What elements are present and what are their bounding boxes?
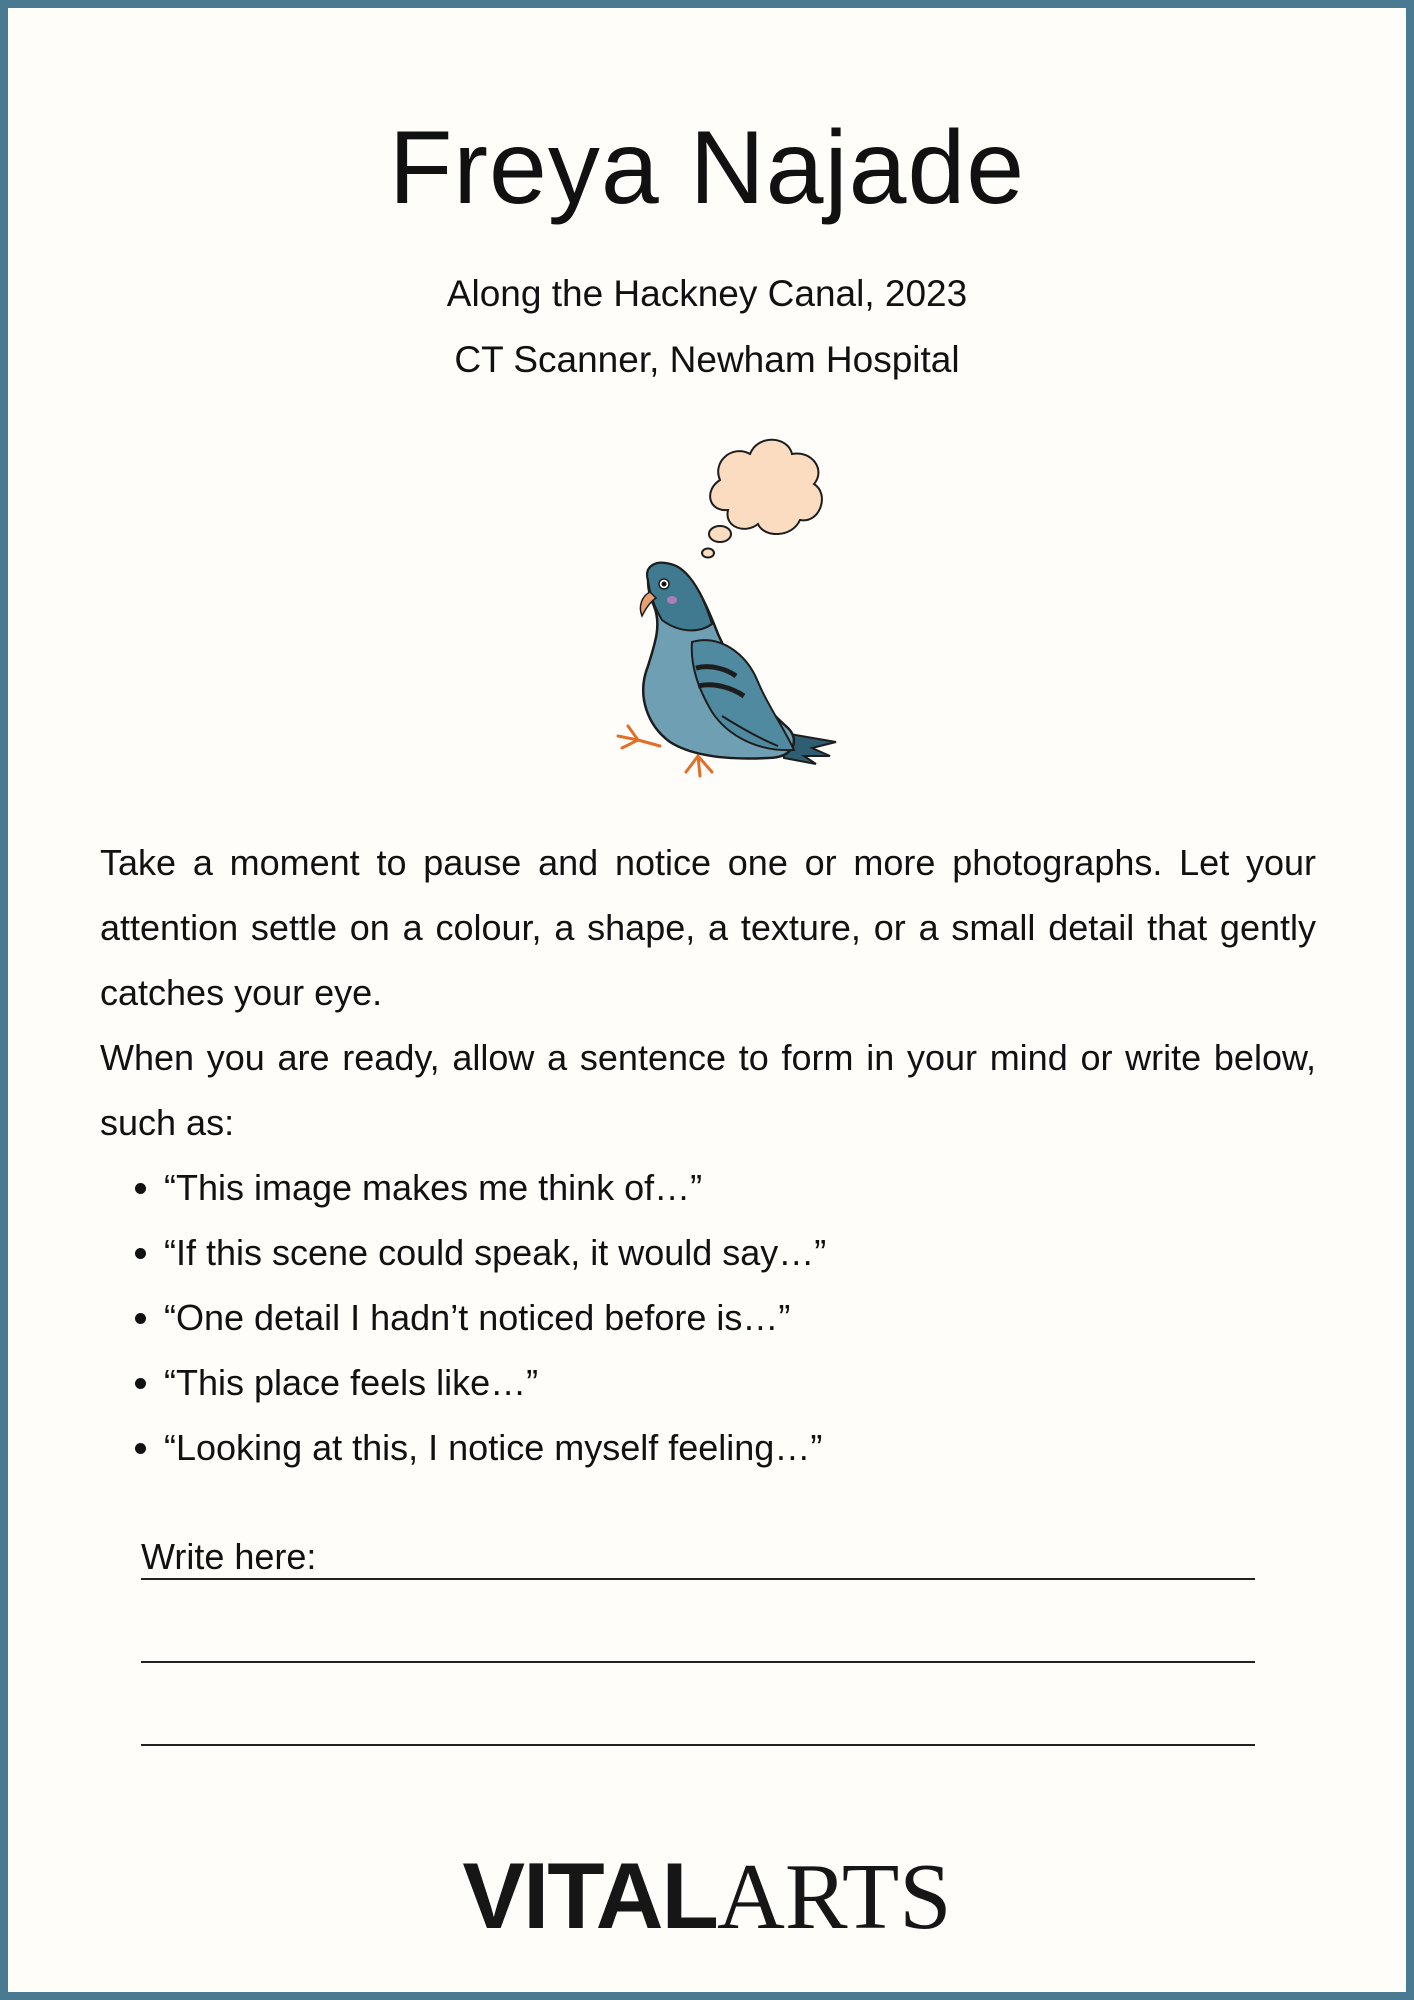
prompt-intro-paragraph: When you are ready, allow a sentence to form in your mind or write below, such as:: [100, 1037, 1316, 1143]
worksheet-page: [8, 8, 1406, 1992]
prompt-list: [100, 1155, 1316, 1480]
pigeon-thought-bubble-icon: [608, 420, 848, 790]
intro-paragraph: Take a moment to pause and notice one or more photographs. Let your attention settle on a colour, a shape, a texture, or a small detail that gently catches your eye.: [100, 842, 1316, 1013]
logo-vital-text: VITAL: [462, 1843, 717, 1948]
logo-arts-text: ARTS: [716, 1845, 952, 1949]
list-item: • “This image makes me think of…”: [164, 1155, 1316, 1220]
instructions: [100, 830, 1316, 1480]
writing-line[interactable]: [141, 1578, 1255, 1580]
page-title: Freya Najade: [388, 110, 1026, 226]
writing-line[interactable]: [141, 1661, 1255, 1663]
vital-arts-logo: [8, 1843, 1406, 1949]
artwork-subtitle: Along the Hackney Canal, 2023: [446, 273, 968, 314]
list-item: • “This place feels like…”: [164, 1350, 1316, 1415]
writing-line[interactable]: [141, 1744, 1255, 1746]
list-item: • “Looking at this, I notice myself feeling…”: [164, 1415, 1316, 1480]
location-subtitle: CT Scanner, Newham Hospital: [454, 339, 960, 380]
list-item: • “If this scene could speak, it would say…”: [164, 1220, 1316, 1285]
write-here-label: Write here:: [141, 1536, 317, 1577]
list-item: • “One detail I hadn’t noticed before is…”: [164, 1285, 1316, 1350]
